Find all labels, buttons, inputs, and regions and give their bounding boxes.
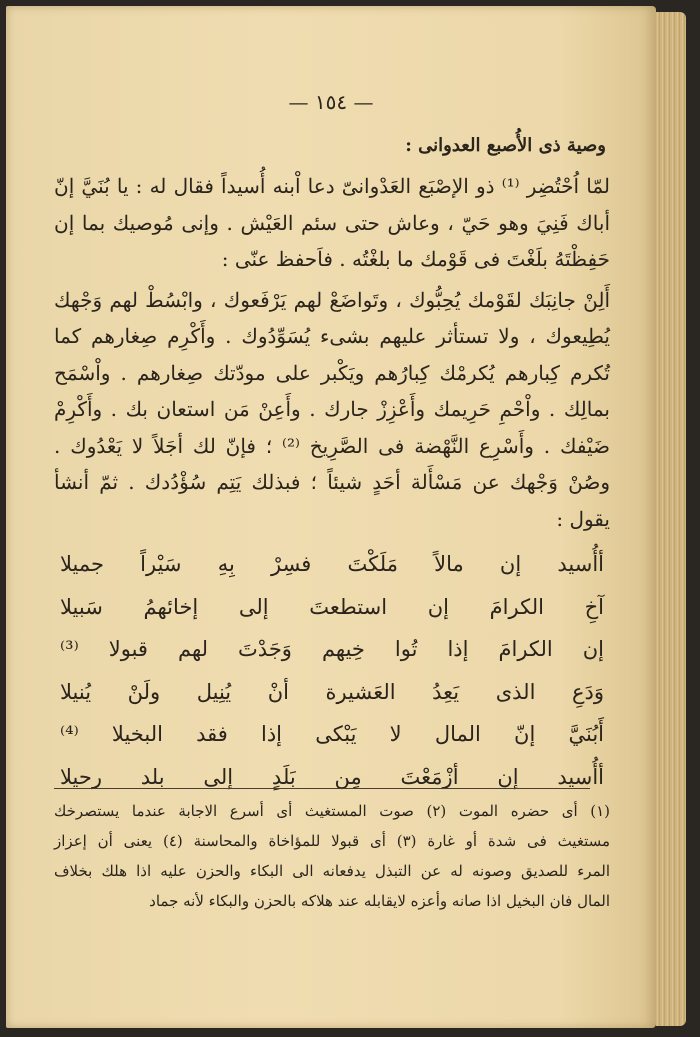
poem-verse: إن الكرامَ إذا تُوا خِيهم وَجَدْتَ لهم قبولا ⁽³⁾ [60,637,604,661]
paragraph-advice: أَلِنْ جانِبَك لقَوْمك يُحِبُّوك ، وتَواضَعْ لهم يَرْفَعوك ، وابْسُطْ لهم وَجْهك يُطِيعوك ، ولا تستأثر عليهم بشىء يُسَوِّدُوك . وأَكْرِم صِغارهم كما تُكرم كِبارهم يُكرمْك كِبارُهم ويَكْبر على مودّتك صِغارهم . واْسْمَح بمالِك . واْحْمِ حَرِيمك وأَعْزِزْ جارك . وأَعِنْ مَن استعان بك . وأَكْرِمْ ضَيْفك . وأَسْرِع النَّهْضة فى الصَّرِيخ ⁽²⁾ ؛ فإنّ لك أجَلاً لا يَعْدُوك . وصُنْ وَجْهك عن مَسْأَلة أحَدٍ شيئاً ؛ فبذلك يَتِم سُؤْدُدك . ثمّ أنشأ يقول : [54,287,610,531]
footnote-divider [54,788,590,789]
poem-verse: وَدَعِ الذى يَعِدُ العَشيرة أنْ يُنِيل ولَنْ يُنيلا [60,679,604,704]
poem-verse: آخِ الكرامَ إن استطعتَ إلى إخائهمُ سَبيلا [60,594,604,619]
page-edges [656,12,686,1026]
footnote-line: (١) أى حضره الموت (٢) صوت المستغيث أى أسرع الاجابة عندما يستصرخك [54,802,610,820]
poem-verse: أأُسيد إن أزْمَعْتَ مِن بَلَدٍ إلى بلد رحيلا [60,764,604,789]
footnote-line: مستغيث فى شدة أو غارة (٣) أى قبولا للمؤاخاة والمحاسنة (٤) يعنى أن إعزاز [54,832,611,850]
section-heading: وصية ذى الأُصبع العدوانى : [405,135,606,156]
book-page [6,6,656,1028]
footnote-line: المرء للصديق وصونه له عن التبذل يدفعانه الى البكاء والحزن عليه اذا هلك بخلاف [54,862,610,880]
paragraph-intro: لمّا اُحْتُضِر ⁽¹⁾ ذو الإصْبَع العَدْوانىّ دعا اْبنه أُسيداً فقال له : يا بُنَيَّ إنّ أباك فَنِيَ وهو حَيّ ، وعاش حتى سئم العَيْش . وإنى مُوصيك بما إن حَفِظْتَهُ بلَغْتَ فى قَوْمك ما بلغْتُه . فاَحفظ عنّى : [54,174,611,271]
footnote-line: المال فان البخيل اذا صانه وأعزه لايقابله عند هلاكه بالحزن والبكاء لأنه جماد [149,892,610,910]
poem-verse: أأُسيد إن مالاً مَلَكْتَ فسِرْ بِهِ سَيْراً جميلا [60,552,604,576]
poem-verse: أَبُنَيَّ إنّ المال لا يَبْكى إذا فقد البخيلا ⁽⁴⁾ [60,722,604,746]
main-text [54,128,610,798]
poem [54,543,610,798]
footnotes [54,796,610,916]
page-number: — ١٥٤ — [288,90,374,114]
